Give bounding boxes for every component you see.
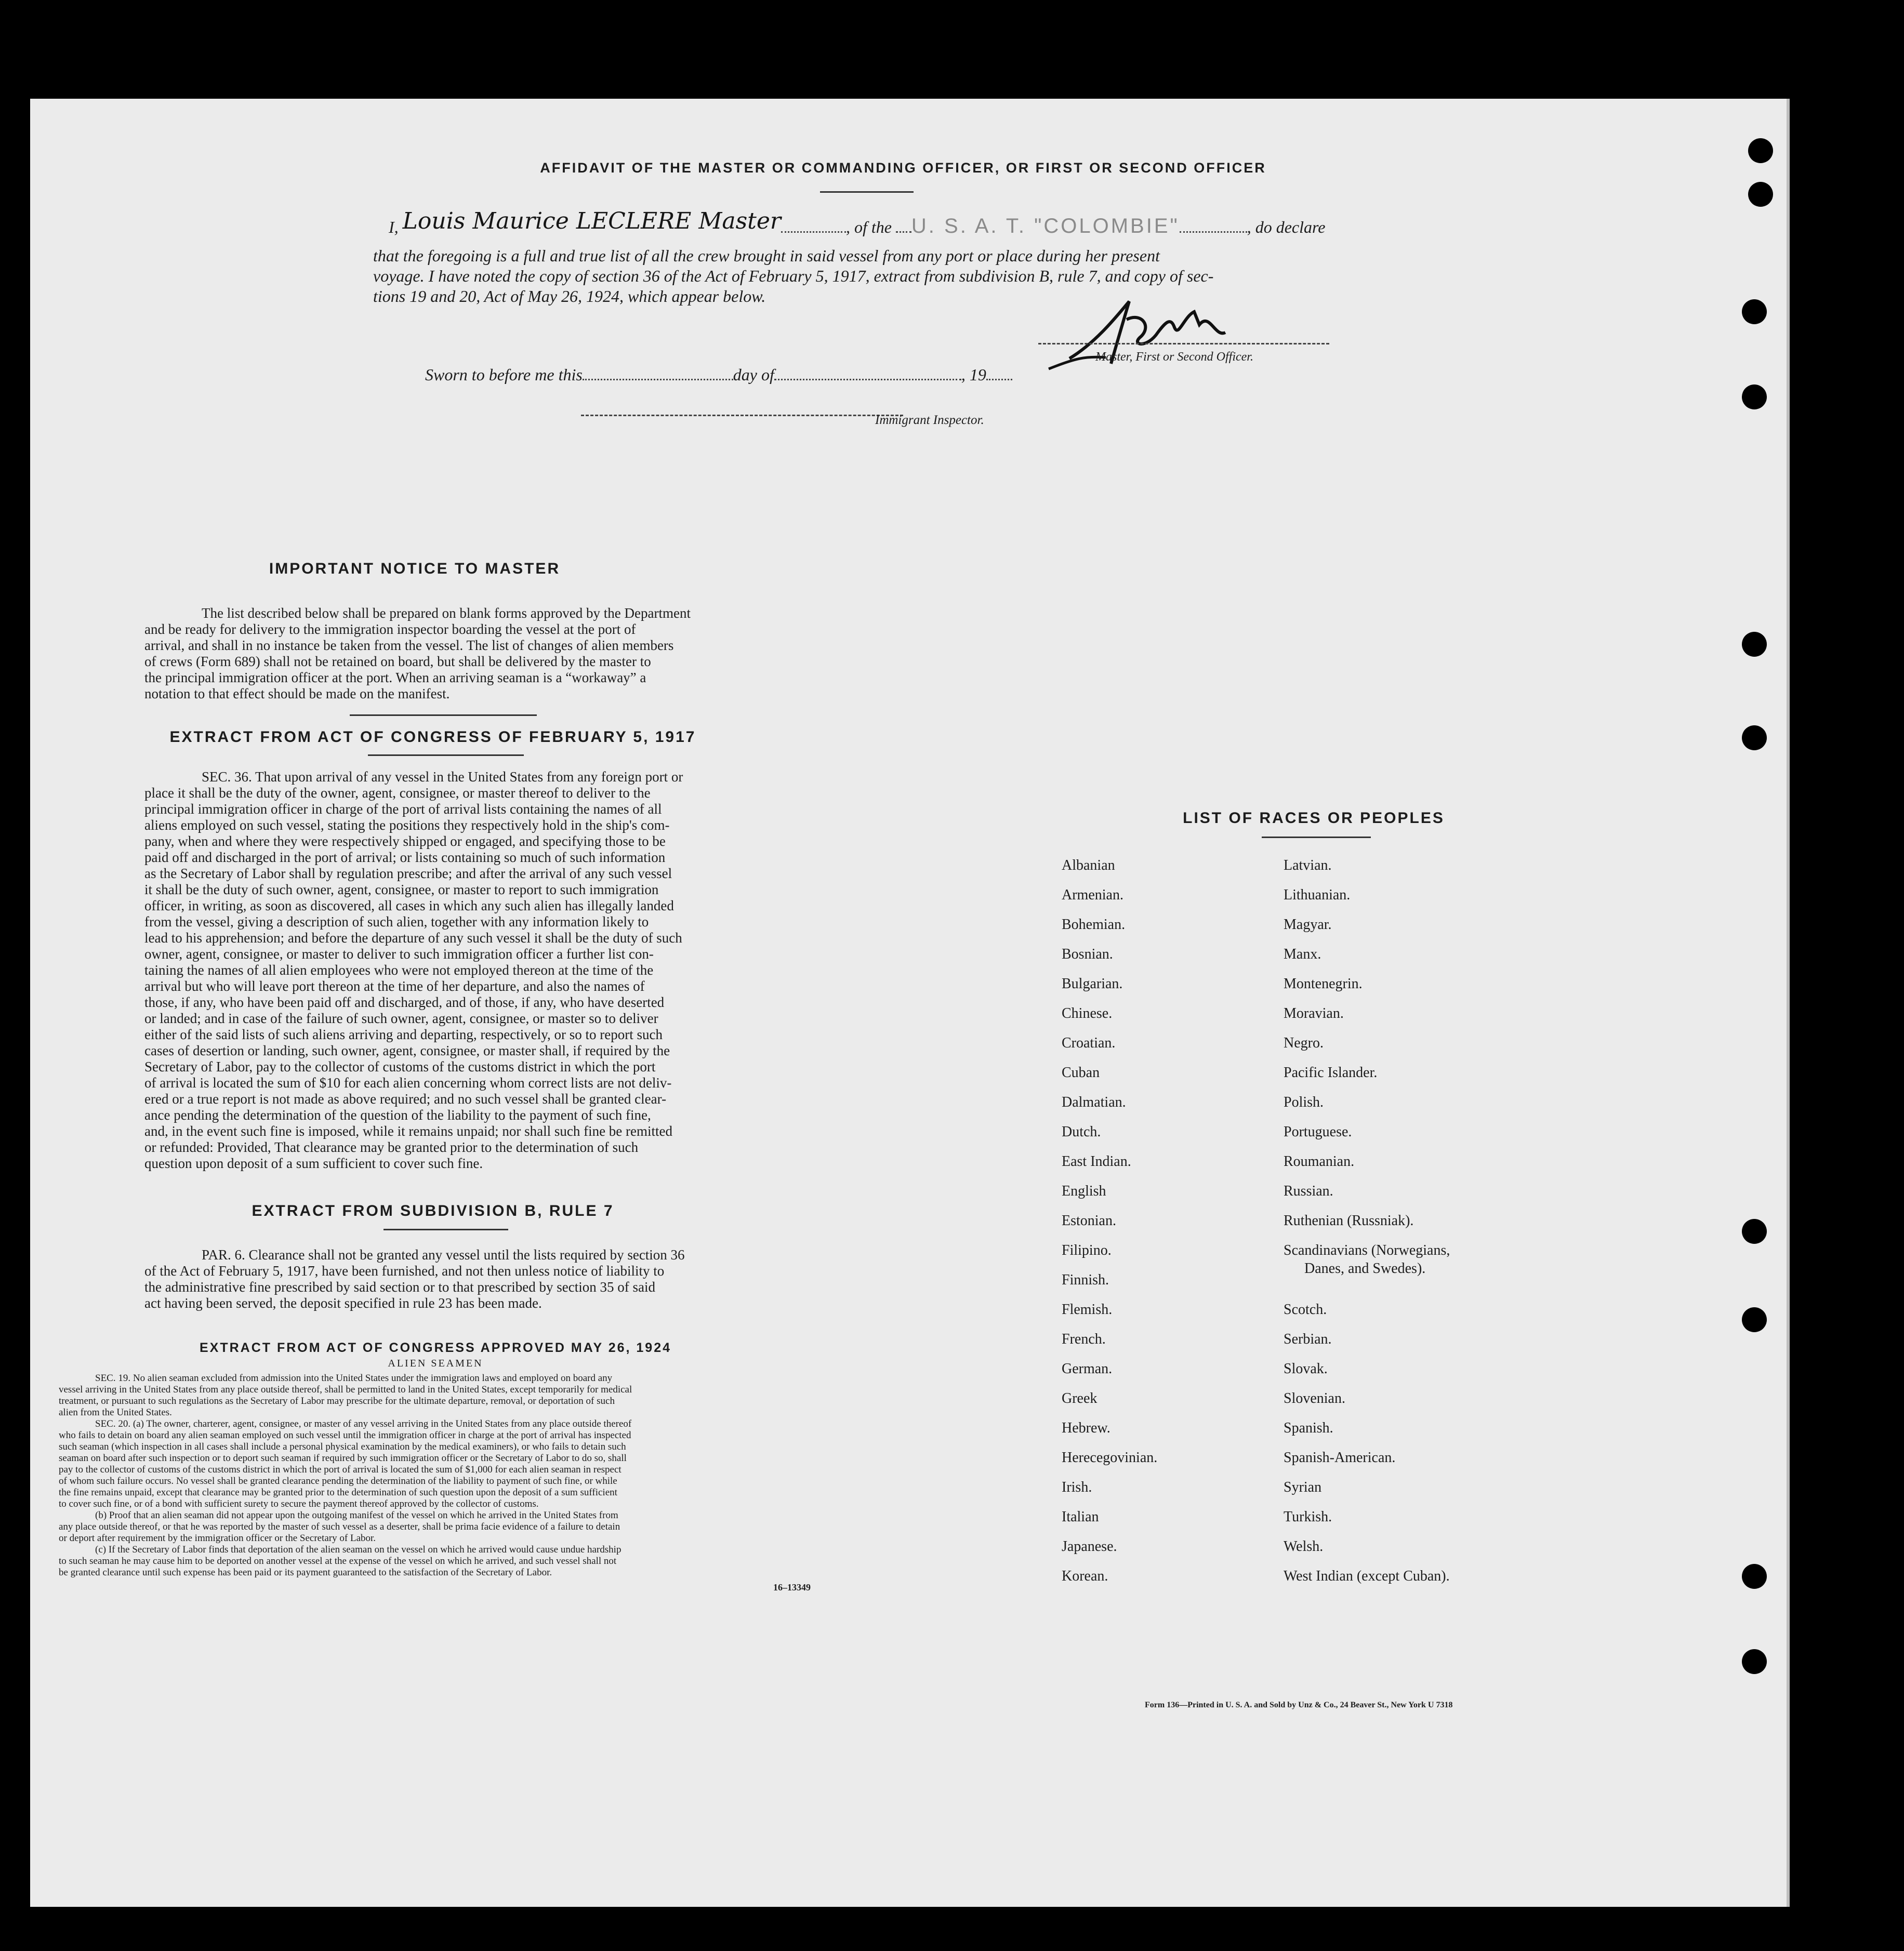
divider bbox=[1262, 837, 1371, 838]
race-item: Irish. bbox=[1062, 1479, 1092, 1495]
text-line: it shall be the duty of such owner, agent, consignee, or master to report to such immigration bbox=[144, 882, 659, 897]
affidavit-title: AFFIDAVIT OF THE MASTER OR COMMANDING OFFICER, OR FIRST OR SECOND OFFICER bbox=[540, 160, 1266, 176]
race-item: Serbian. bbox=[1284, 1331, 1332, 1347]
affidavit-i: I, bbox=[389, 218, 399, 236]
text-line: lead to his apprehension; and before the departure of any such vessel it shall be the duty of such bbox=[144, 930, 682, 946]
race-item: Croatian. bbox=[1062, 1035, 1116, 1051]
text-line: from the vessel, giving a description of such alien, together with any information likely to bbox=[144, 914, 649, 930]
text-line: cases of desertion or landing, such owner, agent, consignee, or master shall, if required by the bbox=[144, 1043, 670, 1058]
text-line: any place outside thereof, or that he was reported by the master of such vessel as a deserter, shall be prima facie evidence of a failure to detain bbox=[59, 1521, 620, 1532]
divider bbox=[368, 754, 524, 756]
text-line: either of the said lists of such aliens arriving and departing, respectively, or so to report such bbox=[144, 1027, 663, 1042]
form-sheet bbox=[30, 99, 1790, 1907]
race-item: Dalmatian. bbox=[1062, 1094, 1126, 1110]
race-item: Montenegrin. bbox=[1284, 976, 1363, 992]
text-line: SEC. 36. That upon arrival of any vessel in the United States from any foreign port or bbox=[202, 769, 683, 785]
race-item: East Indian. bbox=[1062, 1153, 1131, 1170]
race-item: Herecegovinian. bbox=[1062, 1450, 1158, 1466]
binder-hole bbox=[1748, 138, 1773, 163]
binder-hole bbox=[1742, 299, 1767, 324]
extract-1924-subtitle: ALIEN SEAMEN bbox=[388, 1358, 483, 1369]
race-item: Magyar. bbox=[1284, 917, 1332, 933]
text-line: the administrative fine prescribed by said section or to that prescribed by section 35 of said bbox=[144, 1279, 655, 1295]
text-line: question upon deposit of a sum sufficient to cover such fine. bbox=[144, 1156, 483, 1171]
text-line: alien from the United States. bbox=[59, 1407, 172, 1418]
extract-1924-body bbox=[59, 1373, 849, 1578]
text-line: or deport after requirement by the immigration officer or the Secretary of Labor. bbox=[59, 1533, 376, 1544]
text-line: PAR. 6. Clearance shall not be granted any vessel until the lists required by section 36 bbox=[202, 1247, 685, 1263]
affidavit-line-4: tions 19 and 20, Act of May 26, 1924, which appear below. bbox=[373, 287, 766, 306]
race-item: Pacific Islander. bbox=[1284, 1065, 1378, 1081]
text-line: treatment, or pursuant to such regulations as the Secretary of Labor may prescribe for the ultimate departure, removal, or deportation of such bbox=[59, 1396, 615, 1406]
extract-rule7-body bbox=[144, 1247, 742, 1311]
race-item: Dutch. bbox=[1062, 1124, 1101, 1140]
race-item: Finnish. bbox=[1062, 1272, 1109, 1288]
divider bbox=[820, 191, 914, 193]
race-item: Scotch. bbox=[1284, 1302, 1327, 1318]
text-line: or refunded: Provided, That clearance may be granted prior to the determination of such bbox=[144, 1139, 639, 1155]
race-item: Negro. bbox=[1284, 1035, 1324, 1051]
race-item: Portuguese. bbox=[1284, 1124, 1352, 1140]
signature-line bbox=[1038, 343, 1329, 344]
text-line: pany, when and where they were respectively shipped or engaged, and specifying those to be bbox=[144, 833, 666, 849]
affidavit-of-the: , of the bbox=[845, 218, 892, 236]
race-item: Flemish. bbox=[1062, 1302, 1113, 1318]
binder-hole bbox=[1742, 384, 1767, 409]
print-code: 16–13349 bbox=[773, 1582, 811, 1592]
text-line: officer, in writing, as soon as discovered, all cases in which any such alien has illegally landed bbox=[144, 898, 674, 913]
text-line: and, in the event such fine is imposed, while it remains unpaid; nor shall such fine be remitted bbox=[144, 1123, 673, 1139]
race-item: Slovak. bbox=[1284, 1361, 1328, 1377]
inspector-line bbox=[581, 415, 903, 416]
text-line: arrival but who will leave port thereon at the time of her departure, and also the names of bbox=[144, 978, 645, 994]
notice-title: IMPORTANT NOTICE TO MASTER bbox=[269, 560, 561, 577]
text-line: ance pending the determination of the question of the liability to the payment of such fine, bbox=[144, 1107, 651, 1123]
race-item: Chinese. bbox=[1062, 1005, 1113, 1021]
text-line: ered or a true report is not made as above required; and no such vessel shall be granted clear- bbox=[144, 1091, 667, 1107]
text-line: SEC. 20. (a) The owner, charterer, agent, consignee, or master of any vessel arriving in the United States from any place outside thereof bbox=[95, 1418, 632, 1429]
text-line: of arrival is located the sum of $10 for each alien concerning whom correct lists are not deliv- bbox=[144, 1075, 672, 1091]
race-item: Japanese. bbox=[1062, 1538, 1117, 1555]
extract-1924-title: EXTRACT FROM ACT OF CONGRESS APPROVED MAY 26, 1924 bbox=[199, 1341, 672, 1355]
text-line: vessel arriving in the United States from any place outside thereof, shall be permitted to land in the United States, except temporarily for medical bbox=[59, 1384, 632, 1395]
race-item: Bohemian. bbox=[1062, 917, 1126, 933]
race-item: Danes, and Swedes). bbox=[1304, 1260, 1426, 1277]
race-item: Italian bbox=[1062, 1509, 1099, 1525]
text-line: or landed; and in case of the failure of such owner, agent, consignee, or master so to deliver bbox=[144, 1011, 658, 1026]
year-prefix: , 19 bbox=[961, 365, 986, 384]
text-line: principal immigration officer in charge of the port of arrival lists containing the names of all bbox=[144, 801, 662, 817]
text-line: (c) If the Secretary of Labor finds that deportation of the alien seaman on the vessel on which he arrived would cause undue hardship bbox=[95, 1544, 622, 1555]
text-line: pay to the collector of customs of the customs district in which the port of arrival is located the sum of $1,000 for each alien seaman in respect bbox=[59, 1464, 622, 1475]
race-item: Roumanian. bbox=[1284, 1153, 1355, 1170]
binder-hole bbox=[1742, 1307, 1767, 1332]
text-line: of crews (Form 689) shall not be retained on board, but shall be delivered by the master to bbox=[144, 654, 651, 669]
text-line: of the Act of February 5, 1917, have been furnished, and not then unless notice of liability to bbox=[144, 1263, 665, 1279]
race-item: Greek bbox=[1062, 1390, 1098, 1406]
text-line: act having been served, the deposit specified in rule 23 has been made. bbox=[144, 1295, 542, 1311]
text-line: place it shall be the duty of the owner, agent, consignee, or master thereof to deliver to the bbox=[144, 785, 651, 801]
divider bbox=[350, 714, 537, 716]
text-line: Secretary of Labor, pay to the collector of customs of the customs district in which the port bbox=[144, 1059, 656, 1074]
divider bbox=[384, 1229, 508, 1230]
affidavit-do-declare: , do declare bbox=[1247, 218, 1326, 236]
text-line: The list described below shall be prepared on blank forms approved by the Department bbox=[202, 605, 691, 621]
text-line: aliens employed on such vessel, stating the positions they respectively hold in the ship's com- bbox=[144, 817, 670, 833]
sworn-line bbox=[425, 365, 1012, 384]
race-item: West Indian (except Cuban). bbox=[1284, 1568, 1450, 1584]
binder-hole bbox=[1742, 1219, 1767, 1244]
race-item: Armenian. bbox=[1062, 887, 1123, 903]
race-item: French. bbox=[1062, 1331, 1106, 1347]
vessel-name-stamp: U. S. A. T. "COLOMBIE" bbox=[911, 215, 1180, 237]
binder-hole bbox=[1748, 182, 1773, 207]
text-line: to cover such fine, or of a bond with sufficient surety to secure the payment thereof approved by the collector of customs. bbox=[59, 1498, 539, 1509]
affidavit-line-2: that the foregoing is a full and true list of all the crew brought in said vessel from any port or place during her present bbox=[373, 246, 1160, 265]
day-of-text: day of bbox=[733, 365, 774, 384]
race-item: Russian. bbox=[1284, 1183, 1333, 1199]
inspector-caption: Immigrant Inspector. bbox=[875, 413, 984, 427]
text-line: of whom such failure occurs. No vessel shall be granted clearance pending the determination of the liability to payment of such fine, or while bbox=[59, 1476, 617, 1487]
race-item: Slovenian. bbox=[1284, 1390, 1345, 1406]
text-line: the principal immigration officer at the port. When an arriving seaman is a “workaway” a bbox=[144, 670, 646, 685]
text-line: taining the names of all alien employees who were not employed thereon at the time of the bbox=[144, 962, 654, 978]
race-item: Ruthenian (Russniak). bbox=[1284, 1213, 1414, 1229]
binder-hole bbox=[1742, 1564, 1767, 1589]
race-item: Manx. bbox=[1284, 946, 1321, 962]
race-item: Scandinavians (Norwegians, bbox=[1284, 1242, 1450, 1258]
text-line: (b) Proof that an alien seaman did not appear upon the outgoing manifest of the vessel on which he arrived in the United States from bbox=[95, 1510, 618, 1521]
affidavit-line-1 bbox=[389, 208, 1402, 237]
race-item: Spanish-American. bbox=[1284, 1450, 1396, 1466]
race-item: Korean. bbox=[1062, 1568, 1108, 1584]
extract-1917-body bbox=[144, 769, 742, 1172]
race-item: Filipino. bbox=[1062, 1242, 1112, 1258]
binder-hole bbox=[1742, 725, 1767, 750]
race-item: Spanish. bbox=[1284, 1420, 1333, 1436]
master-name-handwritten: Louis Maurice LECLERE Master bbox=[402, 208, 781, 234]
race-item: Welsh. bbox=[1284, 1538, 1324, 1555]
text-line: who fails to detain on board any alien seaman employed on such vessel until the immigration officer in charge at the port of arrival has inspected bbox=[59, 1430, 631, 1441]
signature-caption: Master, First or Second Officer. bbox=[1095, 350, 1253, 364]
race-item: Lithuanian. bbox=[1284, 887, 1351, 903]
binder-hole bbox=[1742, 1649, 1767, 1674]
race-item: Moravian. bbox=[1284, 1005, 1344, 1021]
race-item: German. bbox=[1062, 1361, 1113, 1377]
races-title: LIST OF RACES OR PEOPLES bbox=[1183, 809, 1445, 827]
text-line: be granted clearance until such expense has been paid or its payment guaranteed to the satisfaction of the Secretary of Labor. bbox=[59, 1567, 552, 1578]
race-item: Syrian bbox=[1284, 1479, 1322, 1495]
text-line: those, if any, who have been paid off and discharged, and of those, if any, who have deserted bbox=[144, 994, 665, 1010]
race-item: English bbox=[1062, 1183, 1106, 1199]
text-line: SEC. 19. No alien seaman excluded from admission into the United States under the immigration laws and employed on board any bbox=[95, 1373, 613, 1384]
race-item: Albanian bbox=[1062, 857, 1115, 873]
affidavit-line-3: voyage. I have noted the copy of section 36 of the Act of February 5, 1917, extract from subdivision B, rule 7, and copy of sec- bbox=[373, 267, 1214, 285]
text-line: to such seaman he may cause him to be deported on another vessel at the expense of the vessel on which he arrived, and such vessel shall not bbox=[59, 1556, 617, 1567]
race-item: Polish. bbox=[1284, 1094, 1324, 1110]
race-item: Turkish. bbox=[1284, 1509, 1332, 1525]
text-line: seaman on board after such inspection or to deport such seaman if required by such immigration officer or the Secretary of Labor to do so, shall bbox=[59, 1453, 627, 1464]
text-line: owner, agent, consignee, or master to deliver to such immigration officer a further list con- bbox=[144, 946, 654, 962]
race-item: Latvian. bbox=[1284, 857, 1332, 873]
race-item: Bulgarian. bbox=[1062, 976, 1123, 992]
race-item: Hebrew. bbox=[1062, 1420, 1110, 1436]
binder-hole bbox=[1742, 632, 1767, 657]
text-line: and be ready for delivery to the immigration inspector boarding the vessel at the port of bbox=[144, 621, 636, 637]
text-line: notation to that effect should be made on the manifest. bbox=[144, 686, 450, 701]
text-line: arrival, and shall in no instance be taken from the vessel. The list of changes of alien members bbox=[144, 638, 674, 653]
text-line: such seaman (which inspection in all cases shall include a personal physical examination by the medical examiners), or who fails to detain such bbox=[59, 1441, 626, 1452]
race-item: Estonian. bbox=[1062, 1213, 1116, 1229]
text-line: the fine remains unpaid, except that clearance may be granted prior to the determination of such question upon the deposit of a sum sufficient bbox=[59, 1487, 617, 1498]
extract-rule7-title: EXTRACT FROM SUBDIVISION B, RULE 7 bbox=[252, 1202, 614, 1219]
sworn-text: Sworn to before me this bbox=[425, 365, 583, 384]
form-footer: Form 136—Printed in U. S. A. and Sold by Unz & Co., 24 Beaver St., New York U 7318 bbox=[1145, 1701, 1453, 1709]
extract-1917-title: EXTRACT FROM ACT OF CONGRESS OF FEBRUARY 5, 1917 bbox=[169, 728, 696, 746]
notice-body bbox=[144, 605, 742, 702]
race-item: Bosnian. bbox=[1062, 946, 1113, 962]
text-line: paid off and discharged in the port of arrival; or lists containing so much of such information bbox=[144, 850, 666, 865]
race-item: Cuban bbox=[1062, 1065, 1100, 1081]
text-line: as the Secretary of Labor shall by regulation prescribe; and after the arrival of any such vessel bbox=[144, 866, 672, 881]
